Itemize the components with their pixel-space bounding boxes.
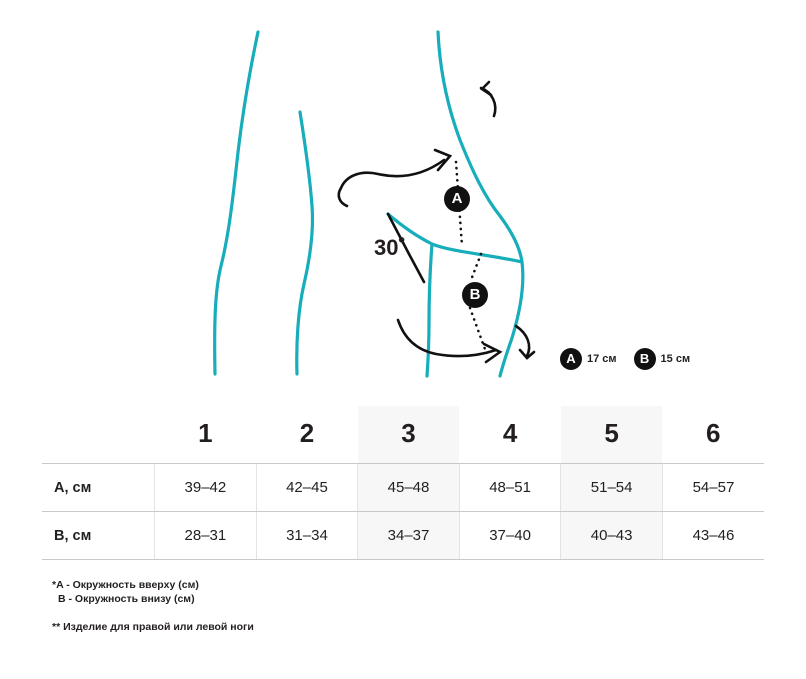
column-header-5: 5 (561, 406, 663, 464)
cell-b-5: 40–43 (561, 512, 663, 560)
cell-a-1: 39–42 (155, 464, 257, 512)
column-header-1: 1 (198, 418, 213, 448)
cell-b-6: 43–46 (662, 512, 764, 560)
hip-arc-arrow (481, 82, 495, 116)
table-row (42, 464, 764, 512)
cell-a-6: 54–57 (662, 464, 764, 512)
table-header (42, 406, 764, 464)
footnote-leg-side: ** Изделие для правой или левой ноги (52, 621, 254, 633)
cell-a-4: 48–51 (459, 464, 561, 512)
cell-a-5: 51–54 (561, 464, 663, 512)
cell-a-3: 45–48 (358, 464, 460, 512)
size-table (42, 406, 764, 560)
footnote-measurements (52, 578, 254, 606)
footnote-line-b: B - Окружность внизу (см) (58, 593, 195, 605)
footnote-line-a: *A - Окружность вверху (см) (52, 579, 199, 591)
row-label-b: B, см (42, 512, 155, 560)
legend (560, 348, 690, 370)
table-body (42, 464, 764, 560)
legend-item-b (634, 348, 691, 370)
column-header-4: 4 (502, 418, 518, 448)
legend-item-a (560, 348, 617, 370)
column-header-3: 3 (358, 406, 460, 464)
table-row (42, 512, 764, 560)
footnotes (52, 578, 254, 634)
calf-arc-arrow (516, 326, 534, 358)
column-header-2: 2 (299, 418, 315, 448)
upper-circumference-arrow (339, 150, 450, 206)
legend-badge-b: B (634, 348, 656, 370)
legend-value-b: 15 см (660, 353, 691, 365)
cell-b-3: 34–37 (358, 512, 460, 560)
size-table-container (42, 406, 764, 560)
legend-badge-a: A (560, 348, 582, 370)
row-label-a: A, см (42, 464, 155, 512)
cell-a-2: 42–45 (256, 464, 358, 512)
table-corner-cell (42, 406, 155, 464)
legend-value-a: 17 см (587, 353, 617, 365)
badge-a: A (444, 186, 470, 212)
cell-b-1: 28–31 (155, 512, 257, 560)
lower-circumference-arrow (398, 320, 500, 362)
column-header-6: 6 (705, 418, 721, 448)
cell-b-4: 37–40 (459, 512, 561, 560)
cell-b-2: 31–34 (256, 512, 358, 560)
table-header-row (42, 406, 764, 464)
badge-b: B (462, 282, 488, 308)
angle-label: 30˚ (374, 235, 406, 260)
